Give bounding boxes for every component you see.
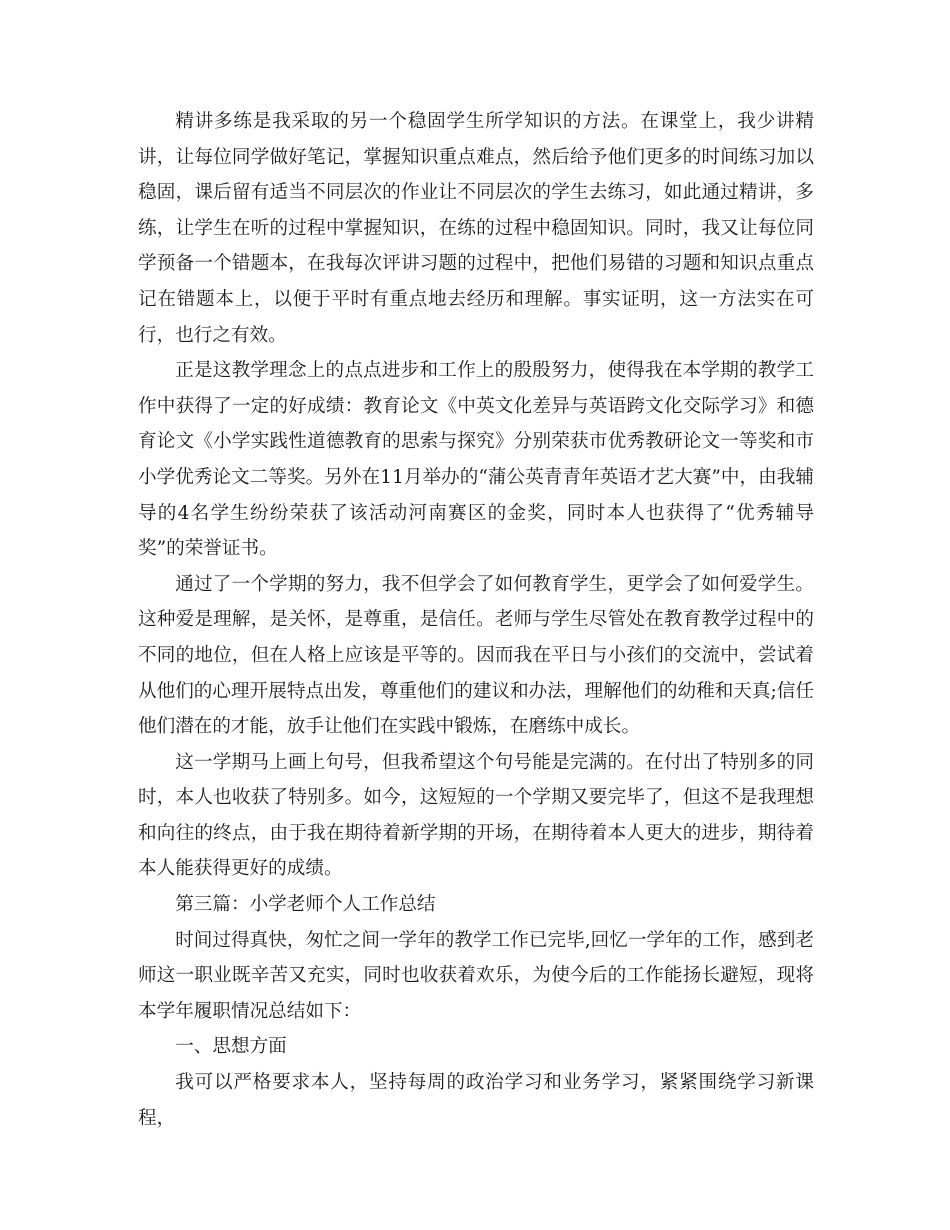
section-heading-ideology: 一、思想方面 xyxy=(175,1036,287,1058)
paragraph-semester-end: 这一学期马上画上句号，但我希望这个句号能是完满的。在付出了特别多的同时，本人也收获了特别多。如今，这短短的一个学期又要完毕了，但这不是我理想和向往的终点，由于我在期待着新学期的开场，在期待着本人更大的进步，期待着本人能获得更好的成绩。 xyxy=(138,751,814,880)
paragraph-intro-summary: 时间过得真快，匆忙之间一学年的教学工作已完毕,回忆一学年的工作，感到老师这一职业既辛苦又充实，同时也收获着欢乐，为使今后的工作能扬长避短，现将本学年履职情况总结如下： xyxy=(138,929,814,1022)
paragraph-ideology: 我可以严格要求本人，坚持每周的政治学习和业务学习，紧紧围绕学习新课程， xyxy=(138,1072,814,1129)
document-page xyxy=(138,104,814,1136)
paragraph-love-students: 通过了一个学期的努力，我不但学会了如何教育学生，更学会了如何爱学生。这种爱是理解，是关怀，是尊重，是信任。老师与学生尽管处在教育教学过程中的不同的地位，但在人格上应该是平等的。因而我在平日与小孩们的交流中，尝试着从他们的心理开展特点出发，尊重他们的建议和办法，理解他们的幼稚和天真;信任他们潜在的才能，放手让他们在实践中锻炼，在磨练中成长。 xyxy=(138,573,814,738)
paragraph-teaching-method: 精讲多练是我采取的另一个稳固学生所学知识的方法。在课堂上，我少讲精讲，让每位同学做好笔记，掌握知识重点难点，然后给予他们更多的时间练习加以稳固，课后留有适当不同层次的作业让不同层次的学生去练习，如此通过精讲，多练，让学生在听的过程中掌握知识，在练的过程中稳固知识。同时，我又让每位同学预备一个错题本，在我每次评讲习题的过程中，把他们易错的习题和知识点重点记在错题本上，以便于平时有重点地去经历和理解。事实证明，这一方法实在可行，也行之有效。 xyxy=(138,111,814,346)
paragraph-achievements: 正是这教学理念上的点点进步和工作上的殷殷努力，使得我在本学期的教学工作中获得了一定的好成绩：教育论文《中英文化差异与英语跨文化交际学习》和德育论文《小学实践性道德教育的思索与探究》分别荣获市优秀教研论文一等奖和市小学优秀论文二等奖。另外在11月举办的“蒲公英青青年英语才艺大赛”中，由我辅导的4名学生纷纷荣获了该活动河南赛区的金奖，同时本人也获得了“优秀辅导奖”的荣誉证书。 xyxy=(138,360,814,560)
section-title-third-article: 第三篇：小学老师个人工作总结 xyxy=(175,894,436,916)
